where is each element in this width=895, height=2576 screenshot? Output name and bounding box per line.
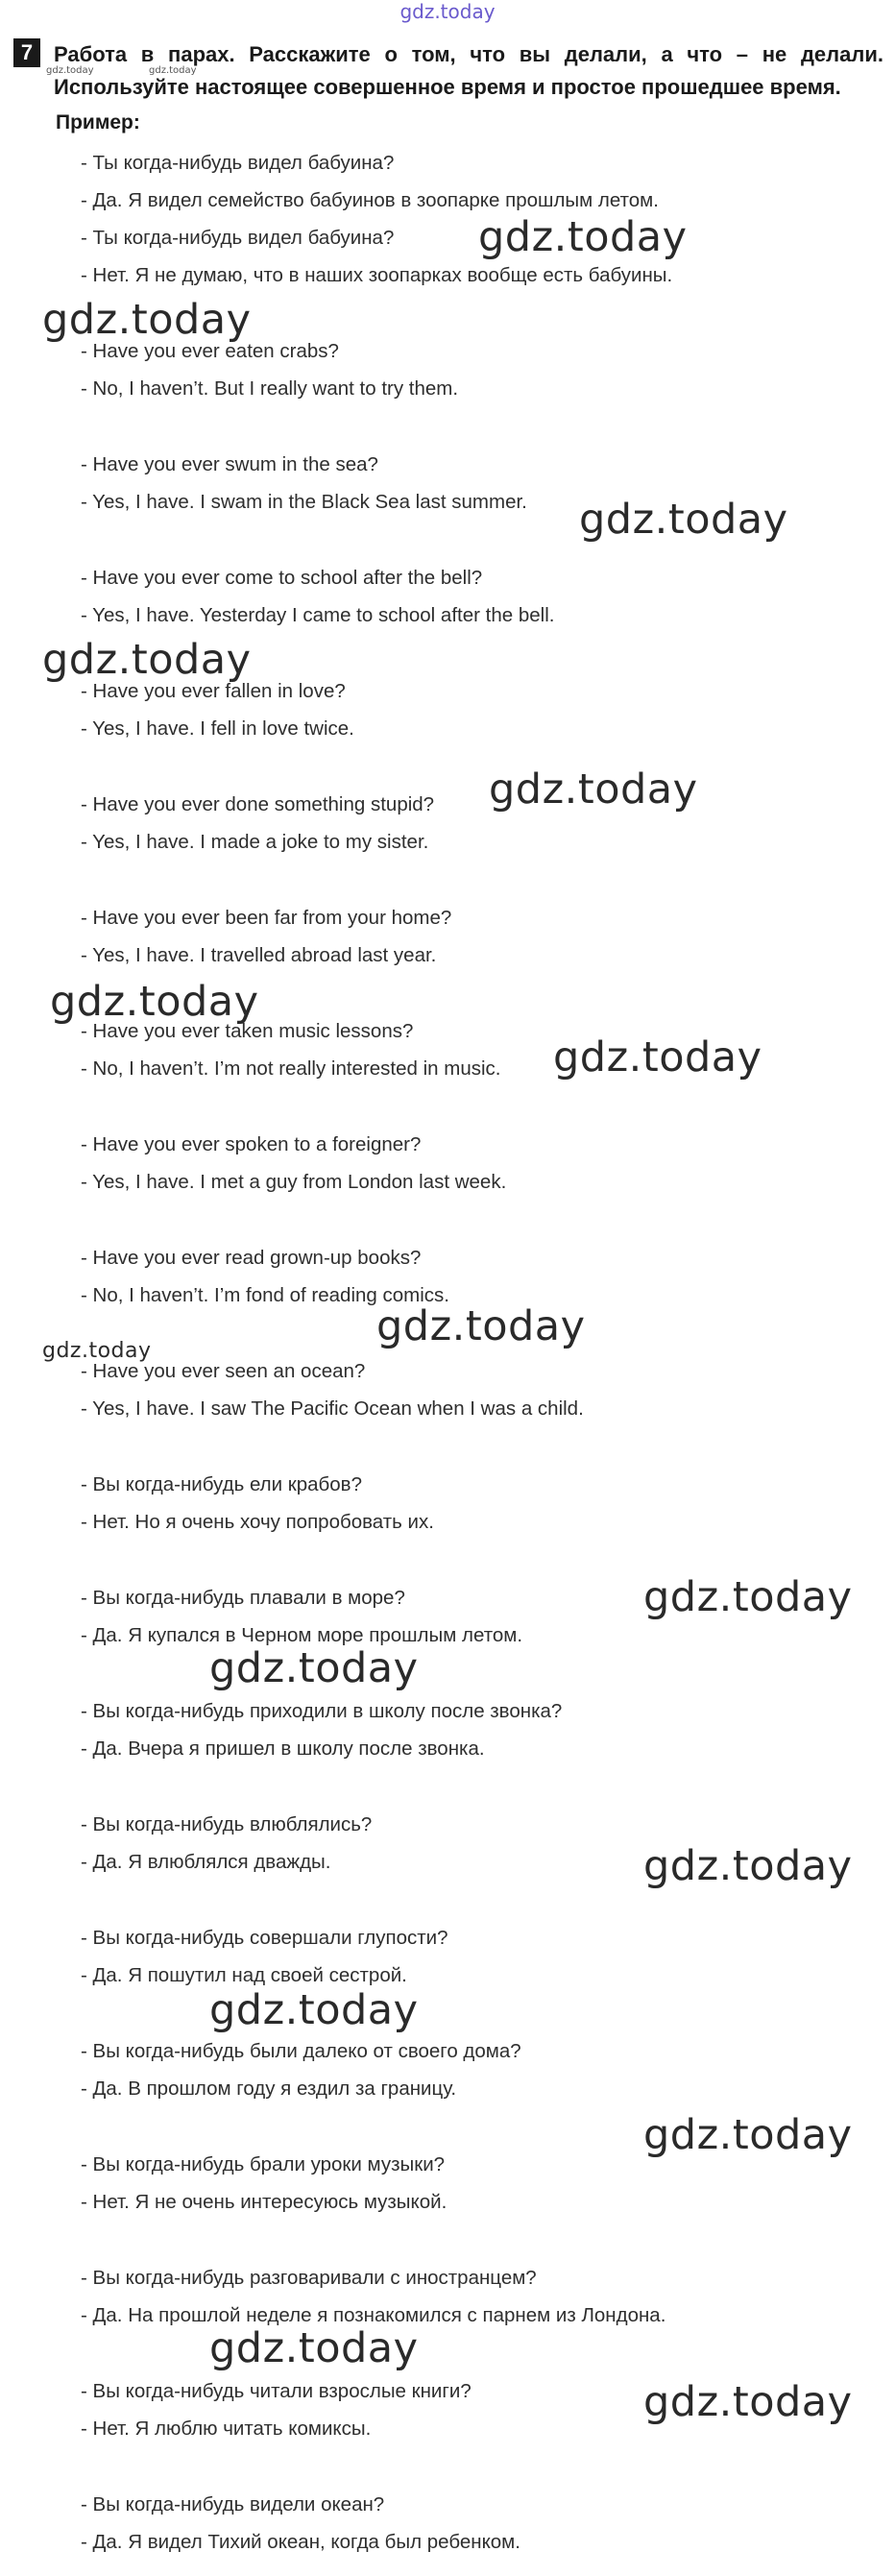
dialogue-line: - Да. Я пошутил над своей сестрой. <box>81 1964 407 1986</box>
watermark: gdz.today <box>553 1033 762 1081</box>
dialogue-line: - Yes, I have. I swam in the Black Sea last summer. <box>81 491 527 513</box>
watermark: gdz.today <box>209 1644 419 1692</box>
watermark: gdz.today <box>643 1573 853 1621</box>
watermark: gdz.today <box>42 1339 152 1363</box>
dialogue-line: - Yes, I have. I saw The Pacific Ocean when I was a child. <box>81 1397 584 1420</box>
dialogue-line: - Yes, I have. I met a guy from London last week. <box>81 1171 507 1193</box>
dialogue-line: - Yes, I have. I made a joke to my sister. <box>81 831 429 853</box>
watermark: gdz.today <box>42 296 252 344</box>
dialogue-line: - Have you ever read grown-up books? <box>81 1247 422 1269</box>
dialogue-line: - Have you ever spoken to a foreigner? <box>81 1133 422 1155</box>
dialogue-line: - Вы когда-нибудь читали взрослые книги? <box>81 2380 472 2402</box>
heading-line-2: Используйте настоящее совершенное время и простое прошедшее время. <box>54 75 841 99</box>
dialogue-line: - Have you ever swum in the sea? <box>81 453 378 475</box>
dialogue-line: - Да. В прошлом году я ездил за границу. <box>81 2078 457 2100</box>
dialogue-line: - Ты когда-нибудь видел бабуина? <box>81 152 395 174</box>
dialogue-line: - Вы когда-нибудь видели океан? <box>81 2493 385 2515</box>
watermark: gdz.today <box>50 978 259 1026</box>
dialogue-line: - Нет. Я не очень интересуюсь музыкой. <box>81 2191 448 2213</box>
dialogue-line: - Да. Я видел семейство бабуинов в зоопарке прошлым летом. <box>81 189 659 211</box>
dialogue-line: - Да. Вчера я пришел в школу после звонка. <box>81 1738 485 1760</box>
dialogue-line: - No, I haven’t. But I really want to try them. <box>81 377 459 400</box>
watermark: gdz.today <box>643 2378 853 2426</box>
dialogue-line: - Yes, I have. I fell in love twice. <box>81 717 354 740</box>
dialogue-line: - Вы когда-нибудь плавали в море? <box>81 1587 405 1609</box>
heading-line-1: Работа в парах. Расскажите о том, что вы делали, а что – не делали. <box>54 42 883 66</box>
dialogue-line: - Вы когда-нибудь разговаривали с иностранцем? <box>81 2267 537 2289</box>
dialogue-line: - Have you ever come to school after the bell? <box>81 567 483 589</box>
dialogue-line: - No, I haven’t. I’m fond of reading comics. <box>81 1284 449 1306</box>
small-watermark: gdz.today <box>46 65 94 76</box>
example-label: Пример: <box>56 111 140 134</box>
dialogue-line: - Вы когда-нибудь ели крабов? <box>81 1473 362 1495</box>
watermark: gdz.today <box>478 213 688 261</box>
dialogue-line: - Ты когда-нибудь видел бабуина? <box>81 227 395 249</box>
watermark: gdz.today <box>643 1842 853 1890</box>
dialogue-line: - Да. Я купался в Черном море прошлым летом. <box>81 1624 523 1646</box>
dialogue-line: - Нет. Но я очень хочу попробовать их. <box>81 1511 434 1533</box>
dialogue-line: - Yes, I have. I travelled abroad last year. <box>81 944 437 966</box>
dialogue-line: - Have you ever done something stupid? <box>81 793 435 815</box>
dialogue-line: - Вы когда-нибудь влюблялись? <box>81 1813 373 1835</box>
dialogue-line: - Have you ever been far from your home? <box>81 907 452 929</box>
watermark: gdz.today <box>42 636 252 684</box>
watermark: gdz.today <box>579 496 788 544</box>
watermark: gdz.today <box>643 2111 853 2159</box>
top-watermark: gdz.today <box>399 0 496 23</box>
dialogue-line: - Да. Я видел Тихий океан, когда был ребенком. <box>81 2531 520 2553</box>
watermark: gdz.today <box>376 1302 586 1350</box>
watermark: gdz.today <box>209 2324 419 2372</box>
dialogue-line: - Да. Я влюблялся дважды. <box>81 1851 331 1873</box>
dialogue-line: - Да. На прошлой неделе я познакомился с парнем из Лондона. <box>81 2304 666 2326</box>
dialogue-line: - Вы когда-нибудь были далеко от своего дома? <box>81 2040 521 2062</box>
dialogue-line: - Нет. Я не думаю, что в наших зоопарках вообще есть бабуины. <box>81 264 673 286</box>
small-watermark: gdz.today <box>149 65 197 76</box>
dialogue-line: - Yes, I have. Yesterday I came to school after the bell. <box>81 604 555 626</box>
dialogue-line: - Нет. Я люблю читать комиксы. <box>81 2418 372 2440</box>
dialogue-line: - Have you ever seen an ocean? <box>81 1360 366 1382</box>
dialogue-line: - Have you ever fallen in love? <box>81 680 346 702</box>
dialogue-line: - Вы когда-нибудь брали уроки музыки? <box>81 2153 446 2175</box>
dialogue-line: - Have you ever eaten crabs? <box>81 340 339 362</box>
dialogue-line: - Вы когда-нибудь приходили в школу после звонка? <box>81 1700 563 1722</box>
dialogue-line: - Вы когда-нибудь совершали глупости? <box>81 1927 448 1949</box>
dialogue-line: - No, I haven’t. I’m not really interested in music. <box>81 1057 501 1080</box>
watermark: gdz.today <box>489 766 698 814</box>
task-number-badge: 7 <box>13 38 40 67</box>
dialogue-line: - Have you ever taken music lessons? <box>81 1020 414 1042</box>
watermark: gdz.today <box>209 1986 419 2034</box>
